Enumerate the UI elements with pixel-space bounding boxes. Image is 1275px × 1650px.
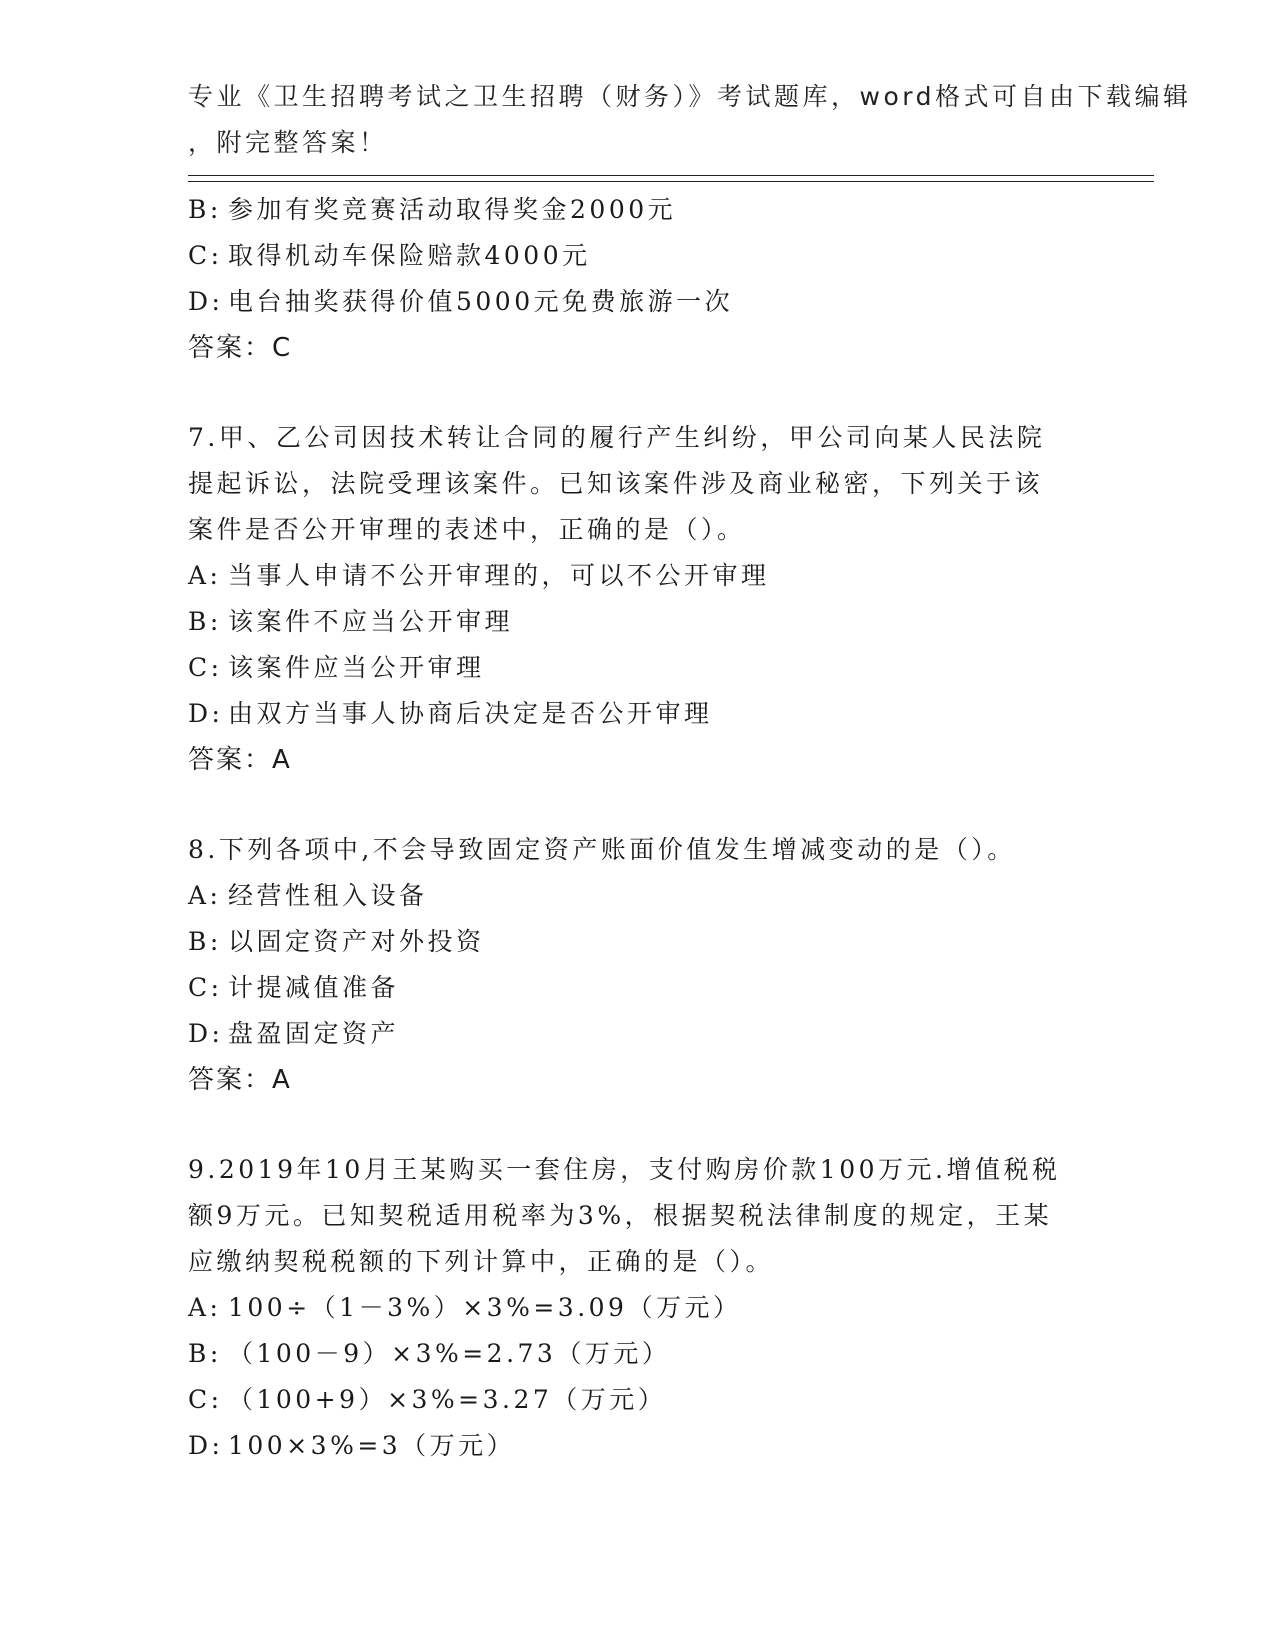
question-stem-line: 9.2019年10月王某购买一套住房，支付购房价款100万元.增值税税 bbox=[188, 1155, 1061, 1184]
option-b bbox=[188, 1331, 1088, 1377]
option-label: A: bbox=[188, 1293, 222, 1322]
answer-line: 答案：A bbox=[188, 1065, 292, 1095]
option-text: 经营性租入设备 bbox=[228, 881, 428, 910]
option-text: 该案件应当公开审理 bbox=[228, 653, 485, 682]
question-7 bbox=[188, 415, 1088, 783]
option-label: C: bbox=[188, 1385, 223, 1414]
header-divider-top bbox=[188, 175, 1154, 176]
option-c bbox=[188, 965, 1088, 1011]
option-label: D: bbox=[188, 1019, 224, 1048]
option-label: D: bbox=[188, 699, 224, 728]
question-6 bbox=[188, 187, 1088, 371]
question-stem-line: 应缴纳契税税额的下列计算中，正确的是（）。 bbox=[188, 1247, 775, 1276]
option-b bbox=[188, 599, 1088, 645]
question-stem-line: 额9万元。已知契税适用税率为3%，根据契税法律制度的规定，王某 bbox=[188, 1201, 1053, 1230]
option-text: 取得机动车保险赔款4000元 bbox=[228, 241, 591, 270]
option-text: 100÷（1－3%）×3%=3.09（万元） bbox=[228, 1293, 742, 1322]
option-text: 以固定资产对外投资 bbox=[228, 927, 485, 956]
option-c bbox=[188, 645, 1088, 691]
option-text: 由双方当事人协商后决定是否公开审理 bbox=[228, 699, 713, 728]
option-label: B: bbox=[188, 607, 222, 636]
option-text: 计提减值准备 bbox=[228, 973, 400, 1002]
option-d bbox=[188, 1423, 1088, 1469]
option-label: D: bbox=[188, 1431, 224, 1460]
option-label: A: bbox=[188, 881, 222, 910]
option-label: B: bbox=[188, 1339, 222, 1368]
question-content bbox=[188, 187, 1088, 1469]
question-stem-line: 7.甲、乙公司因技术转让合同的履行产生纠纷，甲公司向某人民法院 bbox=[188, 423, 1046, 452]
question-stem-line: 8.下列各项中,不会导致固定资产账面价值发生增减变动的是（）。 bbox=[188, 835, 1016, 864]
option-c bbox=[188, 233, 1088, 279]
option-label: C: bbox=[188, 653, 223, 682]
option-d bbox=[188, 691, 1088, 737]
option-text: 电台抽奖获得价值5000元免费旅游一次 bbox=[228, 287, 734, 316]
option-c bbox=[188, 1377, 1088, 1423]
option-text: 该案件不应当公开审理 bbox=[228, 607, 514, 636]
answer-line: 答案：A bbox=[188, 745, 292, 775]
header-line-1: 专业《卫生招聘考试之卫生招聘（财务）》考试题库，word格式可自由下载编辑 bbox=[188, 82, 1192, 111]
option-text: （100+9）×3%=3.27（万元） bbox=[228, 1385, 667, 1414]
option-label: C: bbox=[188, 241, 223, 270]
option-label: A: bbox=[188, 561, 222, 590]
option-text: 参加有奖竞赛活动取得奖金2000元 bbox=[228, 195, 677, 224]
document-header bbox=[188, 74, 1192, 166]
option-text: （100－9）×3%=2.73（万元） bbox=[228, 1339, 671, 1368]
question-8 bbox=[188, 827, 1088, 1103]
option-b bbox=[188, 187, 1088, 233]
option-d bbox=[188, 279, 1088, 325]
option-label: B: bbox=[188, 927, 222, 956]
header-line-2: ，附完整答案！ bbox=[188, 128, 388, 157]
option-a bbox=[188, 1285, 1088, 1331]
question-9 bbox=[188, 1147, 1088, 1469]
option-a bbox=[188, 553, 1088, 599]
question-stem-line: 提起诉讼，法院受理该案件。已知该案件涉及商业秘密，下列关于该 bbox=[188, 469, 1044, 498]
option-b bbox=[188, 919, 1088, 965]
answer-line: 答案：C bbox=[188, 333, 293, 363]
spacer bbox=[188, 1103, 1088, 1147]
option-label: B: bbox=[188, 195, 222, 224]
option-text: 100×3%=3（万元） bbox=[228, 1431, 516, 1460]
option-label: D: bbox=[188, 287, 224, 316]
option-text: 盘盈固定资产 bbox=[228, 1019, 400, 1048]
option-label: C: bbox=[188, 973, 223, 1002]
option-d bbox=[188, 1011, 1088, 1057]
header-divider-bottom bbox=[188, 181, 1154, 182]
option-a bbox=[188, 873, 1088, 919]
option-text: 当事人申请不公开审理的，可以不公开审理 bbox=[228, 561, 770, 590]
spacer bbox=[188, 783, 1088, 827]
spacer bbox=[188, 371, 1088, 415]
question-stem-line: 案件是否公开审理的表述中，正确的是（）。 bbox=[188, 515, 746, 544]
